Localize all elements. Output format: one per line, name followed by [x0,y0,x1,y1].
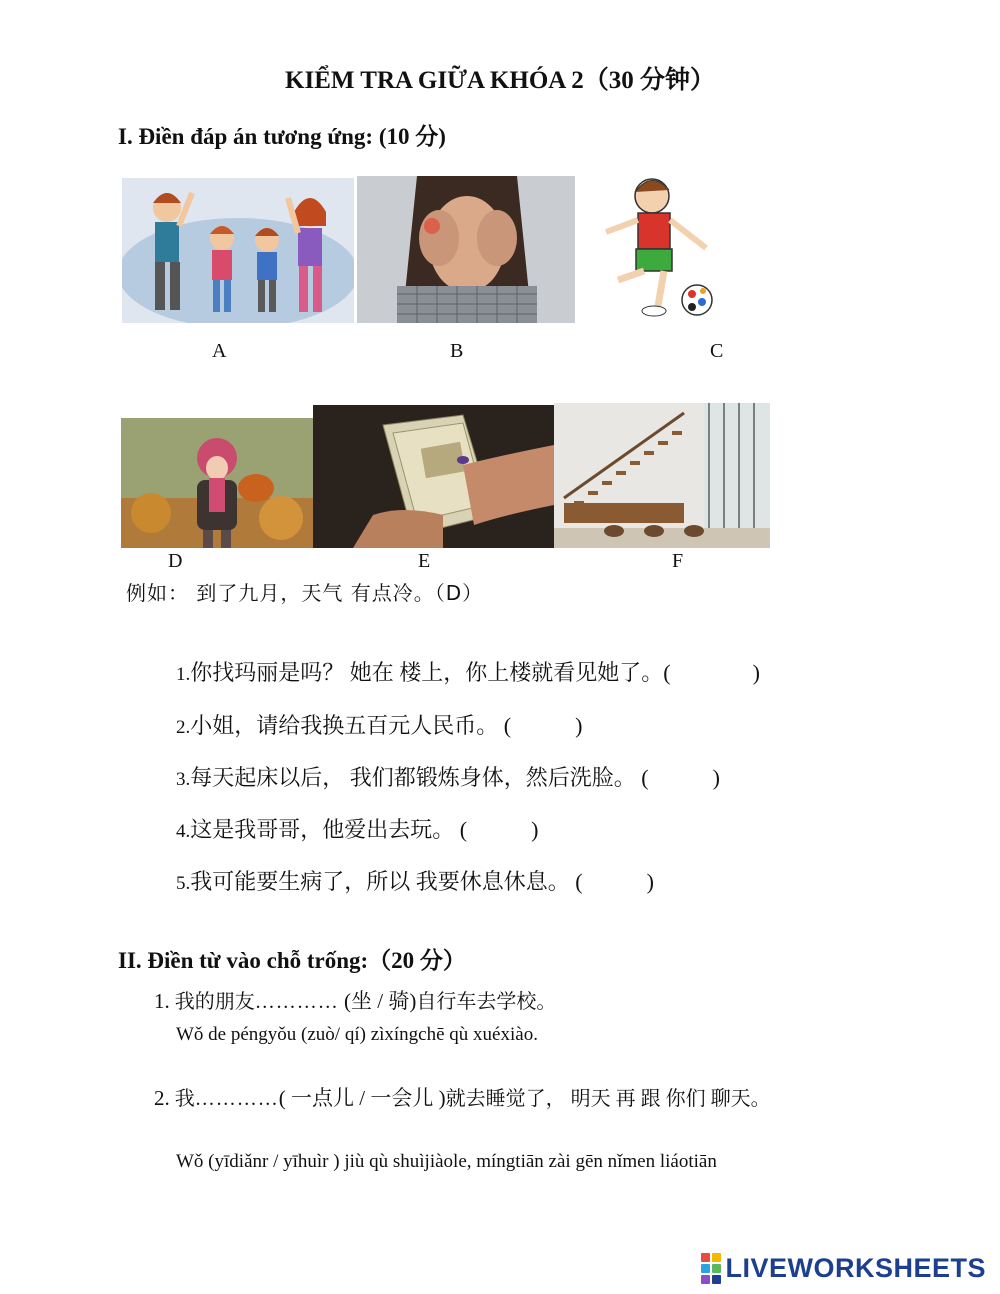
picture-label-a: A [212,340,227,362]
fill-item-options: (坐 / 骑) [338,989,417,1013]
question-close: ) [752,660,760,685]
example-sentence: 例如： 到了九月，天气 有点冷。（D） [126,581,484,605]
question-text: 我可能要生病了，所以 我要休息休息。 ( [190,869,583,894]
question-number: 4. [176,821,191,842]
worksheet-title: KIỂM TRA GIỮA KHÓA 2（30 分钟） [285,67,715,94]
picture-c [588,170,720,322]
question-close: ) [575,713,583,738]
picture-e [313,405,554,548]
question-5 [176,865,654,898]
question-number: 5. [176,873,191,894]
picture-label-c: C [710,340,724,362]
liveworksheets-logo [701,1253,986,1284]
fill-item-number: 2. [154,1086,170,1110]
fill-item-1-pinyin: Wǒ de péngyǒu (zuò/ qí) zìxíngchē qù xuéxiào. [176,1024,538,1045]
question-close: ) [712,765,720,790]
fill-item-after: 就去睡觉了， 明天 再 跟 你们 聊天。 [445,1088,771,1110]
answer-input-4[interactable] [467,818,531,846]
section-2-heading: II. Điền từ vào chỗ trống:（20 分） [118,948,466,973]
question-1 [176,656,760,689]
question-number: 2. [176,717,191,738]
question-3 [176,761,720,794]
picture-label-d: D [168,550,183,572]
question-text: 这是我哥哥，他爱出去玩。 ( [190,817,468,842]
fill-item-2-pinyin: Wǒ (yīdiǎnr / yīhuìr ) jiù qù shuìjiàole, míngtiān zài gēn nǐmen liáotiān [176,1151,717,1172]
fill-item-before: 我的朋友 [174,991,255,1013]
question-close: ) [646,869,654,894]
fill-item-number: 1. [154,989,170,1013]
picture-label-b: B [450,340,464,362]
fill-blank-2[interactable]: ………… [194,1088,279,1110]
answer-input-1[interactable] [671,661,753,689]
question-number: 1. [176,664,191,685]
fill-item-options: ( 一点儿 / 一会儿 ) [278,1086,446,1110]
fill-item-2 [154,1082,771,1112]
logo-blocks-icon [701,1253,721,1284]
fill-item-after: 自行车去学校。 [416,991,557,1013]
question-4 [176,813,538,846]
fill-item-1 [154,985,556,1015]
picture-f [554,403,770,548]
picture-b [357,176,575,323]
answer-input-3[interactable] [649,766,713,794]
question-number: 3. [176,769,191,790]
fill-item-before: 我 [174,1088,195,1110]
fill-blank-1[interactable]: ………… [254,991,339,1013]
answer-input-5[interactable] [583,870,647,898]
question-close: ) [531,817,539,842]
picture-a [122,178,354,323]
logo-text: LIVEWORKSHEETS [725,1253,986,1283]
question-text: 你找玛丽是吗？ 她在 楼上，你上楼就看见她了。( [190,660,671,685]
section-1-heading: I. Điền đáp án tương ứng: (10 分) [118,124,446,149]
picture-label-f: F [672,550,684,572]
question-text: 每天起床以后， 我们都锻炼身体，然后洗脸。 ( [190,765,649,790]
answer-input-2[interactable] [511,714,575,742]
picture-label-e: E [418,550,431,572]
question-text: 小姐，请给我换五百元人民币。 ( [190,713,512,738]
question-2 [176,709,582,742]
picture-d [121,418,313,548]
